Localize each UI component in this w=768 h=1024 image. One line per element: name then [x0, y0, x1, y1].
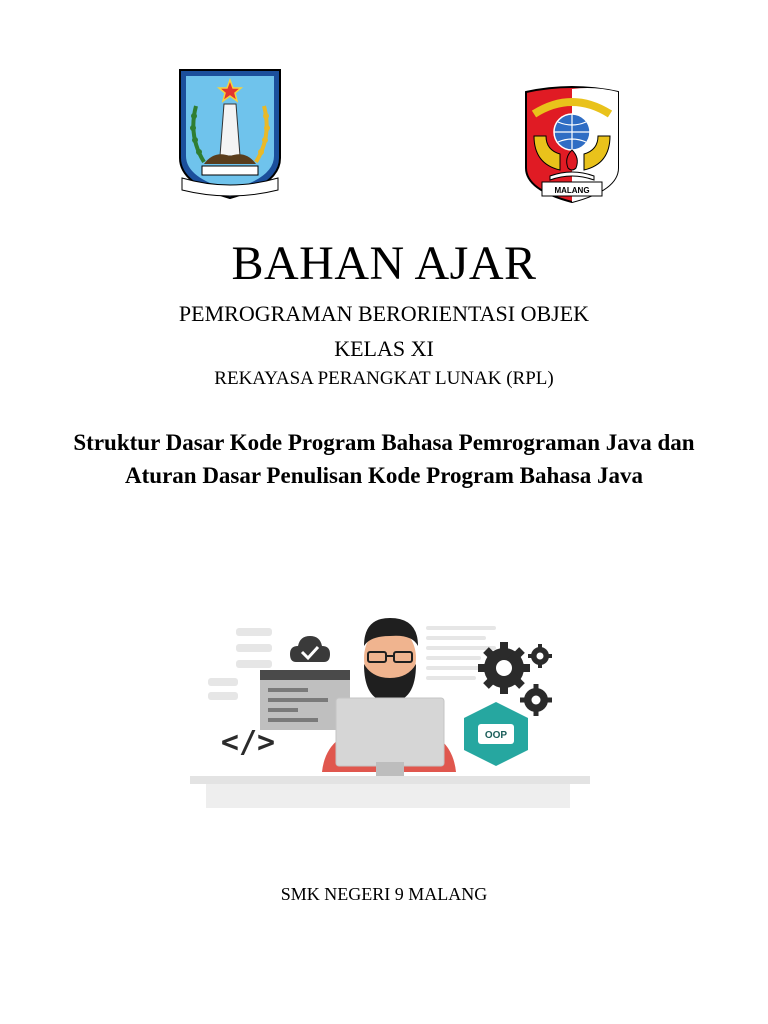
- oop-badge-icon: [464, 702, 528, 766]
- school-name: SMK NEGERI 9 MALANG: [280, 884, 488, 904]
- study-program: REKAYASA PERANGKAT LUNAK (RPL): [214, 368, 554, 389]
- grade-level: KELAS XI: [334, 336, 434, 361]
- gear-icon: [478, 642, 552, 716]
- code-symbol: </>: [220, 725, 276, 760]
- oop-badge-label: OOP: [484, 730, 508, 741]
- topic-heading: Struktur Dasar Kode Program Bahasa Pemrograman Java dan Aturan Dasar Penulisan Kode Program Bahasa Java: [73, 430, 695, 488]
- emblem-city-label: MALANG: [554, 186, 590, 195]
- programmer-illustration: [186, 606, 592, 812]
- smk-negeri-9-malang-emblem-icon: [520, 84, 624, 206]
- jawa-timur-province-emblem-icon: [174, 66, 286, 206]
- cloud-check-icon: [290, 636, 330, 662]
- cover-title: BAHAN AJAR: [231, 237, 537, 290]
- subject-name: PEMROGRAMAN BERORIENTASI OBJEK: [178, 301, 590, 326]
- laptop-icon: [336, 698, 444, 776]
